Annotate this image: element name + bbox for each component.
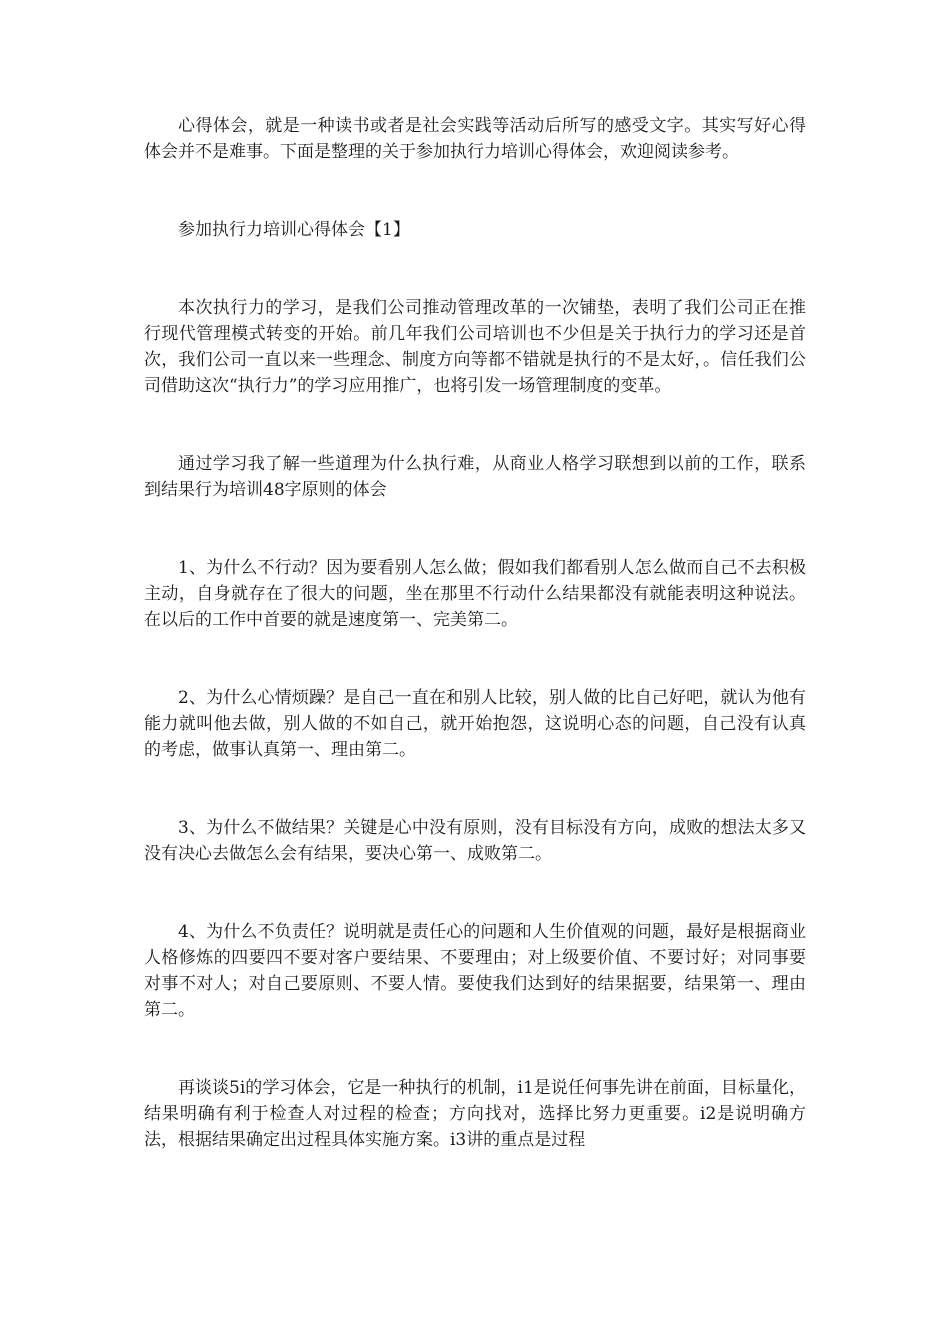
list-paragraph-2: 2、为什么心情烦躁？是自己一直在和别人比较，别人做的比自己好吧，就认为他有能力就叫他去做，别人做的不如自己，就开始抱怨，这说明心态的问题，自己没有认真的考虑，做事认真第一、理由第二。: [144, 688, 806, 760]
list-paragraph-1: 1、为什么不行动？因为要看别人怎么做；假如我们都看别人怎么做而自己不去积极主动，自身就存在了很大的问题，坐在那里不行动什么结果都没有就能表明这种说法。在以后的工作中首要的就是速度第一、完美第二。: [144, 558, 806, 630]
body-paragraph: 再谈谈5i的学习体会，它是一种执行的机制，i1是说任何事先讲在前面，目标量化，结果明确有利于检查人对过程的检查；方向找对，选择比努力更重要。i2是说明确方法，根据结果确定出过程具体实施方案。i3讲的重点是过程: [144, 1078, 806, 1150]
body-paragraph: 通过学习我了解一些道理为什么执行难，从商业人格学习联想到以前的工作，联系到结果行为培训48字原则的体会: [144, 454, 806, 500]
intro-paragraph: 心得体会，就是一种读书或者是社会实践等活动后所写的感受文字。其实写好心得体会并不是难事。下面是整理的关于参加执行力培训心得体会，欢迎阅读参考。: [144, 116, 806, 162]
section-heading: 参加执行力培训心得体会【1】: [178, 220, 410, 240]
list-paragraph-4: 4、为什么不负责任？说明就是责任心的问题和人生价值观的问题，最好是根据商业人格修炼的四要四不要对客户要结果、不要理由；对上级要价值、不要讨好；对同事要对事不对人；对自己要原则、不要人情。要使我们达到好的结果据要，结果第一、理由第二。: [144, 922, 806, 1020]
body-paragraph: 本次执行力的学习，是我们公司推动管理改革的一次铺垫，表明了我们公司正在推行现代管理模式转变的开始。前几年我们公司培训也不少但是关于执行力的学习还是首次，我们公司一直以来一些理念、制度方向等都不错就是执行的不是太好，。信任我们公司借助这次“执行力”的学习应用推广，也将引发一场管理制度的变革。: [144, 298, 806, 396]
list-paragraph-3: 3、为什么不做结果？关键是心中没有原则，没有目标没有方向，成败的想法太多又没有决心去做怎么会有结果，要决心第一、成败第二。: [144, 818, 806, 864]
document-body: [144, 113, 806, 1205]
